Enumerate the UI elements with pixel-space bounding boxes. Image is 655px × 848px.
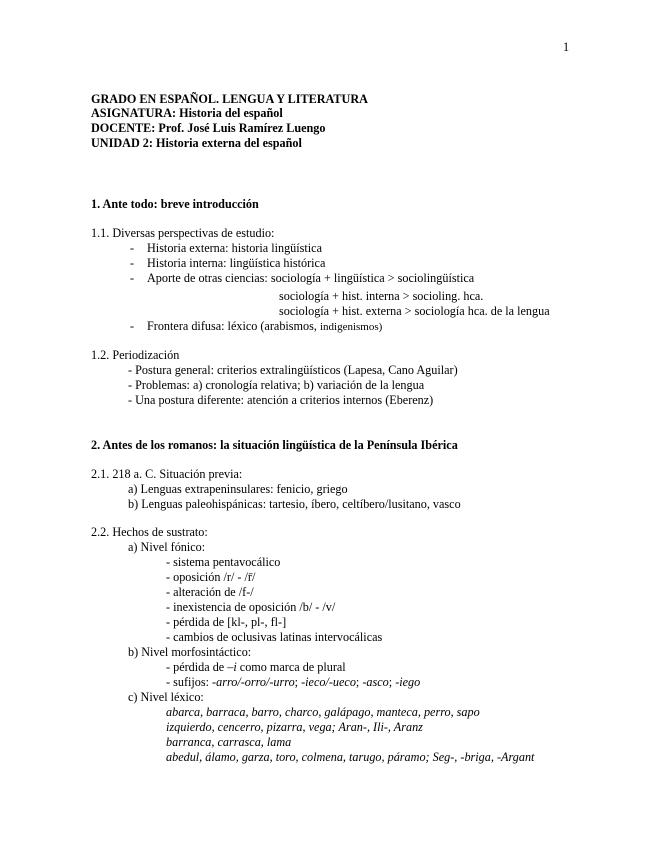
list-item: - pérdida de –i como marca de plural	[166, 660, 346, 674]
subsection-1-2-heading: 1.2. Periodización	[91, 348, 180, 362]
list-item: - oposición /r/ - /r̄/	[166, 570, 256, 584]
list-item: Aporte de otras ciencias: sociología + lingüística > sociolingüística	[147, 271, 475, 285]
list-bullet: -	[130, 241, 135, 255]
list-item: Historia externa: historia lingüística	[147, 241, 322, 255]
lexical-level-label: c) Nivel léxico:	[128, 690, 204, 704]
list-item: Frontera difusa: léxico (arabismos, indigenismos)	[147, 319, 383, 333]
list-item: - sufijos: -arro/-orro/-urro; -ieco/-ueco; -asco; -iego	[166, 675, 421, 689]
phonic-level-label: a) Nivel fónico:	[128, 540, 206, 554]
header-unit: UNIDAD 2: Historia externa del español	[91, 136, 302, 150]
header-subject: ASIGNATURA: Historia del español	[91, 106, 283, 120]
list-item-continuation: sociología + hist. interna > socioling. hca.	[279, 289, 484, 303]
list-item: abarca, barraca, barro, charco, galápago, manteca, perro, sapo	[166, 705, 480, 719]
list-item: izquierdo, cencerro, pizarra, vega; Aran-, Ili-, Aranz	[166, 720, 423, 734]
section-1-title: 1. Ante todo: breve introducción	[91, 197, 259, 211]
header-teacher: DOCENTE: Prof. José Luis Ramírez Luengo	[91, 121, 326, 135]
list-item: - Una postura diferente: atención a criterios internos (Eberenz)	[128, 393, 434, 407]
list-item: barranca, carrasca, lama	[166, 735, 292, 749]
list-item: - Problemas: a) cronología relativa; b) variación de la lengua	[128, 378, 425, 392]
subsection-2-1-heading: 2.1. 218 a. C. Situación previa:	[91, 467, 243, 481]
list-item: - cambios de oclusivas latinas intervocálicas	[166, 630, 383, 644]
list-item: - Postura general: criterios extralingüísticos (Lapesa, Cano Aguilar)	[128, 363, 458, 377]
section-2-title: 2. Antes de los romanos: la situación lingüística de la Península Ibérica	[91, 438, 458, 452]
list-item: a) Lenguas extrapeninsulares: fenicio, griego	[128, 482, 348, 496]
list-bullet: -	[130, 319, 135, 333]
header-degree: GRADO EN ESPAÑOL. LENGUA Y LITERATURA	[91, 92, 368, 106]
morphosyntactic-level-label: b) Nivel morfosintáctico:	[128, 645, 252, 659]
list-item: - sistema pentavocálico	[166, 555, 281, 569]
subsection-2-2-heading: 2.2. Hechos de sustrato:	[91, 525, 208, 539]
page-number: 1	[563, 40, 570, 54]
list-item-continuation: sociología + hist. externa > sociología hca. de la lengua	[279, 304, 550, 318]
list-item: Historia interna: lingüística histórica	[147, 256, 326, 270]
subsection-1-1-heading: 1.1. Diversas perspectivas de estudio:	[91, 226, 275, 240]
list-bullet: -	[130, 256, 135, 270]
list-item: abedul, álamo, garza, toro, colmena, tarugo, páramo; Seg-, -briga, -Argant	[166, 750, 535, 764]
list-item: - alteración de /f-/	[166, 585, 254, 599]
list-item: b) Lenguas paleohispánicas: tartesio, íbero, celtíbero/lusitano, vasco	[128, 497, 461, 511]
list-item: - inexistencia de oposición /b/ - /v/	[166, 600, 336, 614]
list-bullet: -	[130, 271, 135, 285]
list-item: - pérdida de [kl-, pl-, fl-]	[166, 615, 287, 629]
